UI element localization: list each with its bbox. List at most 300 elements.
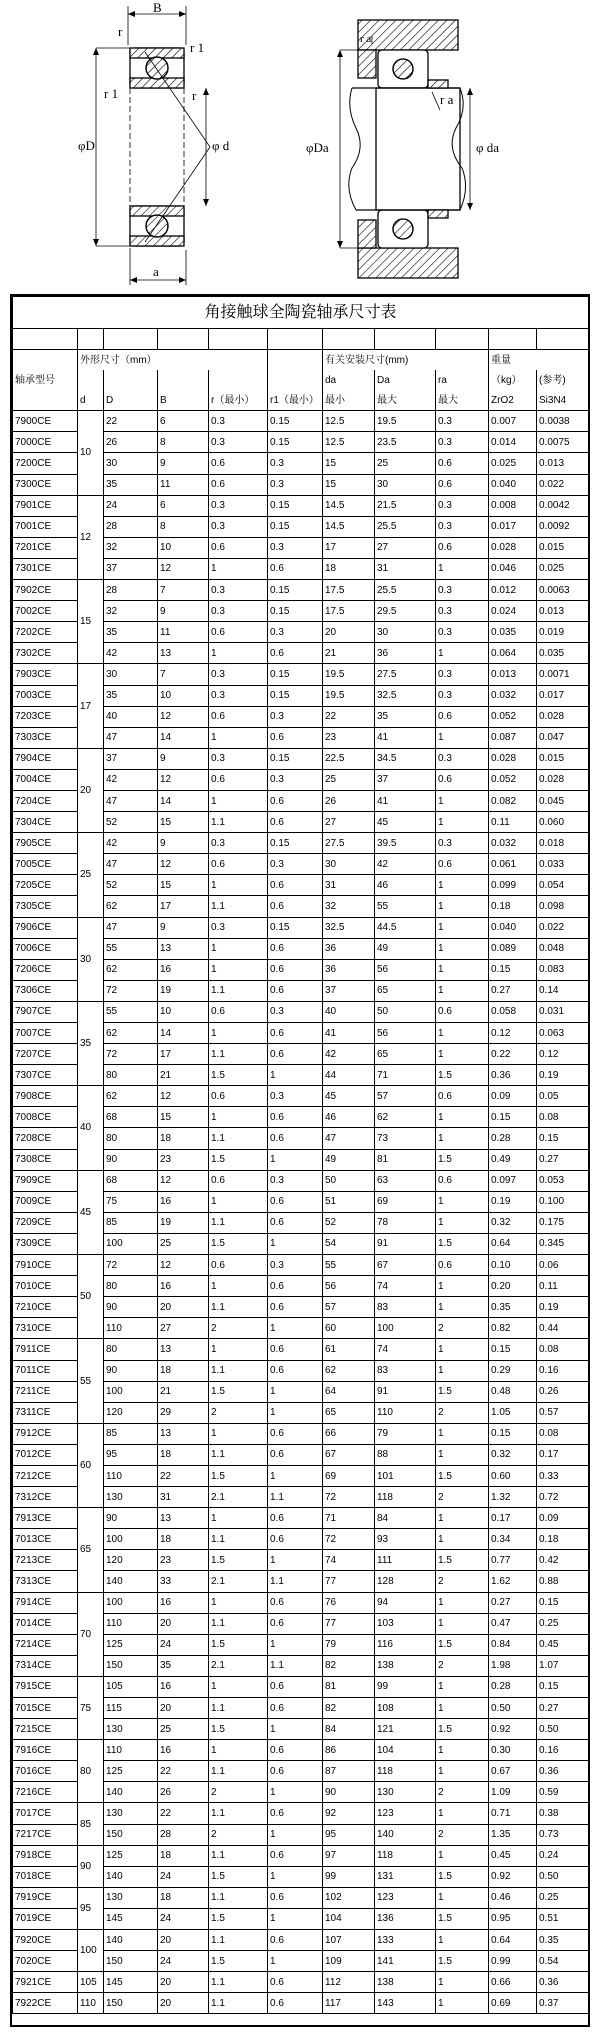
cell-Da: 41 [375,727,436,748]
cell-model: 7904CE [13,748,78,769]
cell-da: 31 [323,875,375,896]
cell-da: 30 [323,854,375,875]
cell-D: 72 [104,980,158,1001]
cell-Da: 32.5 [375,685,436,706]
cell-D: 42 [104,833,158,854]
cell-r1: 0.15 [268,748,323,769]
cell-B: 35 [158,1655,209,1676]
cell-D: 115 [104,1698,158,1719]
cell-ra: 0.6 [436,706,489,727]
cell-zro2: 0.69 [489,1993,537,2014]
cell-B: 18 [158,1360,209,1381]
cell-r1: 0.6 [268,812,323,833]
cell-model: 7006CE [13,938,78,959]
cell-da: 82 [323,1698,375,1719]
cell-D: 75 [104,1191,158,1212]
label-a: a [153,264,159,279]
cell-r: 1.1 [209,1529,268,1550]
cell-model: 7915CE [13,1676,78,1697]
header-outer-dims: 外形尺寸（mm） [78,350,209,371]
cell-model: 7002CE [13,601,78,622]
cell-r1: 0.3 [268,1255,323,1276]
cell-Da: 21.5 [375,495,436,516]
cell-D: 150 [104,1951,158,1972]
cell-zro2: 0.67 [489,1761,537,1782]
cell-model: 7202CE [13,622,78,643]
cell-B: 10 [158,537,209,558]
cell-da: 14.5 [323,495,375,516]
cell-D: 110 [104,1465,158,1486]
cell-Da: 91 [375,1233,436,1254]
cell-r: 2.1 [209,1655,268,1676]
cell-ra: 0.6 [436,1170,489,1191]
cell-zro2: 1.09 [489,1782,537,1803]
cell-da: 72 [323,1529,375,1550]
cell-da: 19.5 [323,664,375,685]
cell-Da: 67 [375,1255,436,1276]
table-row [13,1803,589,1824]
cell-zro2: 0.040 [489,474,537,495]
cell-D: 130 [104,1803,158,1824]
cell-model: 7303CE [13,727,78,748]
cell-r: 0.6 [209,854,268,875]
cell-model: 7209CE [13,1212,78,1233]
cell-Da: 103 [375,1613,436,1634]
cell-B: 19 [158,980,209,1001]
cell-zro2: 0.15 [489,959,537,980]
cell-Da: 138 [375,1972,436,1993]
label-phi-d: φ d [212,138,230,153]
cell-r1: 0.6 [268,1212,323,1233]
cell-r1: 0.6 [268,1676,323,1697]
cell-B: 10 [158,685,209,706]
cell-B: 18 [158,1529,209,1550]
cell-model: 7302CE [13,643,78,664]
cell-r: 1.5 [209,1634,268,1655]
cell-model: 7902CE [13,580,78,601]
cell-zro2: 0.64 [489,1930,537,1951]
cell-r: 1 [209,1023,268,1044]
cell-r: 0.3 [209,664,268,685]
cell-D: 130 [104,1719,158,1740]
cell-zro2: 0.15 [489,1339,537,1360]
cell-zro2: 0.92 [489,1719,537,1740]
cell-Da: 44.5 [375,917,436,938]
cell-da: 37 [323,980,375,1001]
cell-D: 35 [104,622,158,643]
cell-ra: 1 [436,1740,489,1761]
cell-ra: 0.6 [436,537,489,558]
cell-r: 1.1 [209,812,268,833]
cell-r: 1.1 [209,980,268,1001]
cell-r1: 0.6 [268,1339,323,1360]
cell-D: 105 [104,1676,158,1697]
cell-D: 125 [104,1634,158,1655]
cell-ra: 1.5 [436,1866,489,1887]
bearing-dimension-table-frame [10,294,590,2027]
cell-B: 20 [158,1297,209,1318]
cell-da: 20 [323,622,375,643]
cell-r1: 0.6 [268,1613,323,1634]
cell-r: 1 [209,1107,268,1128]
cell-da: 86 [323,1740,375,1761]
cell-B: 15 [158,812,209,833]
cell-ra: 1 [436,1529,489,1550]
cell-da: 82 [323,1655,375,1676]
cell-Da: 130 [375,1782,436,1803]
cell-si3n4: 0.018 [537,833,589,854]
cell-si3n4: 0.345 [537,1233,589,1254]
table-row [13,1423,589,1444]
cell-ra: 1 [436,727,489,748]
cell-r: 0.3 [209,516,268,537]
cell-da: 77 [323,1613,375,1634]
cell-da: 61 [323,1339,375,1360]
cell-B: 9 [158,453,209,474]
header-B: B [158,390,209,411]
cell-B: 15 [158,875,209,896]
cell-si3n4: 0.100 [537,1191,589,1212]
cell-ra: 1 [436,1339,489,1360]
cell-zro2: 0.28 [489,1128,537,1149]
cell-r1: 1 [268,1951,323,1972]
cell-ra: 1 [436,917,489,938]
cell-ra: 2 [436,1487,489,1508]
cell-B: 19 [158,1212,209,1233]
cell-zro2: 0.082 [489,790,537,811]
cell-Da: 128 [375,1571,436,1592]
cell-model: 7214CE [13,1634,78,1655]
cell-zro2: 0.46 [489,1887,537,1908]
cell-D: 110 [104,1318,158,1339]
cell-zro2: 0.046 [489,558,537,579]
cell-Da: 69 [375,1191,436,1212]
cell-Da: 94 [375,1592,436,1613]
cell-zro2: 0.32 [489,1444,537,1465]
cell-r1: 0.6 [268,875,323,896]
cell-zro2: 0.052 [489,706,537,727]
cell-ra: 0.3 [436,432,489,453]
cell-model: 7020CE [13,1951,78,1972]
cell-r: 1.1 [209,1993,268,2014]
cell-Da: 50 [375,1001,436,1022]
cell-model: 7918CE [13,1845,78,1866]
cell-r: 1 [209,1740,268,1761]
cell-D: 140 [104,1782,158,1803]
cell-zro2: 0.09 [489,1086,537,1107]
cell-D: 37 [104,748,158,769]
cell-ra: 1 [436,1360,489,1381]
cell-r: 1 [209,1276,268,1297]
cell-zro2: 0.17 [489,1508,537,1529]
cell-ra: 1 [436,896,489,917]
cell-B: 13 [158,1508,209,1529]
cell-B: 22 [158,1465,209,1486]
header-Da-max: 最大 [375,390,436,411]
label-r-top: r [118,24,123,39]
cell-zro2: 0.024 [489,601,537,622]
cell-B: 24 [158,1951,209,1972]
cell-model: 7015CE [13,1698,78,1719]
cell-si3n4: 0.45 [537,1634,589,1655]
cell-si3n4: 0.0071 [537,664,589,685]
cell-zro2: 0.032 [489,685,537,706]
cell-zro2: 0.71 [489,1803,537,1824]
cell-B: 26 [158,1782,209,1803]
cell-D: 32 [104,601,158,622]
cell-si3n4: 0.028 [537,706,589,727]
cell-r1: 1.1 [268,1487,323,1508]
cell-r: 1 [209,1508,268,1529]
cell-r: 1.1 [209,1444,268,1465]
cell-zro2: 0.34 [489,1529,537,1550]
cell-da: 55 [323,1255,375,1276]
cell-r: 1.1 [209,1761,268,1782]
cell-d: 70 [78,1592,104,1676]
cell-da: 44 [323,1065,375,1086]
cell-r: 1.1 [209,896,268,917]
cell-ra: 1 [436,938,489,959]
cell-si3n4: 0.27 [537,1698,589,1719]
cell-r: 1.5 [209,1866,268,1887]
cell-B: 7 [158,664,209,685]
cell-si3n4: 0.048 [537,938,589,959]
cell-r: 0.3 [209,411,268,432]
cell-Da: 62 [375,1107,436,1128]
cell-si3n4: 1.07 [537,1655,589,1676]
cell-zro2: 0.058 [489,1001,537,1022]
cell-model: 7018CE [13,1866,78,1887]
cell-r1: 0.6 [268,1276,323,1297]
cell-Da: 78 [375,1212,436,1233]
cell-model: 7307CE [13,1065,78,1086]
cell-r: 1.1 [209,1887,268,1908]
cell-da: 66 [323,1423,375,1444]
cell-ra: 1.5 [436,1233,489,1254]
cell-model: 7910CE [13,1255,78,1276]
cell-B: 25 [158,1233,209,1254]
cell-zro2: 0.28 [489,1676,537,1697]
cell-d: 10 [78,411,104,495]
cell-Da: 123 [375,1803,436,1824]
cell-ra: 1 [436,1698,489,1719]
cell-B: 12 [158,854,209,875]
cell-ra: 0.3 [436,580,489,601]
cell-si3n4: 0.031 [537,1001,589,1022]
cell-r: 1.1 [209,1212,268,1233]
table-row [13,580,589,601]
cell-model: 7301CE [13,558,78,579]
cell-da: 117 [323,1993,375,2014]
cell-r: 0.6 [209,622,268,643]
cell-r1: 0.6 [268,558,323,579]
cell-model: 7009CE [13,1191,78,1212]
cell-D: 72 [104,1255,158,1276]
cell-Da: 81 [375,1149,436,1170]
cell-d: 75 [78,1676,104,1739]
cell-r: 0.3 [209,685,268,706]
cell-d: 12 [78,495,104,579]
cell-B: 11 [158,474,209,495]
cell-r: 1.5 [209,1951,268,1972]
cell-D: 35 [104,474,158,495]
cell-ra: 1 [436,980,489,1001]
cell-model: 7305CE [13,896,78,917]
table-row [13,411,589,432]
cell-Da: 141 [375,1951,436,1972]
cell-model: 7916CE [13,1740,78,1761]
cell-ra: 1 [436,1423,489,1444]
cell-zro2: 0.64 [489,1233,537,1254]
cell-model: 7205CE [13,875,78,896]
cell-D: 42 [104,643,158,664]
cell-Da: 73 [375,1128,436,1149]
cell-model: 7204CE [13,790,78,811]
cell-B: 22 [158,1803,209,1824]
cell-model: 7306CE [13,980,78,1001]
cell-r: 1.5 [209,1908,268,1929]
cell-d: 35 [78,1001,104,1085]
cell-da: 71 [323,1508,375,1529]
cell-ra: 0.3 [436,411,489,432]
cell-Da: 45 [375,812,436,833]
cell-ra: 1 [436,1107,489,1128]
cell-Da: 27 [375,537,436,558]
cell-model: 7012CE [13,1444,78,1465]
cell-r: 0.3 [209,748,268,769]
cell-r: 1.1 [209,1845,268,1866]
cell-ra: 2 [436,1824,489,1845]
cell-r1: 0.15 [268,516,323,537]
cell-D: 47 [104,854,158,875]
cell-da: 109 [323,1951,375,1972]
cell-Da: 57 [375,1086,436,1107]
cell-model: 7017CE [13,1803,78,1824]
cell-r1: 0.6 [268,959,323,980]
cell-Da: 108 [375,1698,436,1719]
cell-model: 7005CE [13,854,78,875]
cell-B: 18 [158,1444,209,1465]
cell-Da: 55 [375,896,436,917]
cell-d: 15 [78,580,104,664]
cell-da: 92 [323,1803,375,1824]
cell-zro2: 0.064 [489,643,537,664]
cell-da: 47 [323,1128,375,1149]
cell-D: 95 [104,1444,158,1465]
cell-ra: 1 [436,643,489,664]
header-weight: 重量 [489,350,589,371]
cell-zro2: 0.92 [489,1866,537,1887]
cell-r: 0.3 [209,432,268,453]
cell-D: 90 [104,1508,158,1529]
cell-da: 36 [323,938,375,959]
cell-si3n4: 0.15 [537,1128,589,1149]
cell-zro2: 0.008 [489,495,537,516]
cell-zro2: 0.45 [489,1845,537,1866]
cell-r1: 1 [268,1233,323,1254]
cell-r: 1 [209,959,268,980]
cell-r1: 1 [268,1318,323,1339]
cell-si3n4: 0.025 [537,558,589,579]
cell-ra: 0.6 [436,1086,489,1107]
cell-B: 14 [158,727,209,748]
cell-zro2: 1.35 [489,1824,537,1845]
cell-r1: 0.6 [268,1930,323,1951]
cell-Da: 63 [375,1170,436,1191]
cell-d: 110 [78,1993,104,2014]
cell-si3n4: 0.50 [537,1719,589,1740]
cell-ra: 0.3 [436,685,489,706]
cell-da: 49 [323,1149,375,1170]
cell-r: 1.5 [209,1465,268,1486]
cell-zro2: 0.028 [489,748,537,769]
cell-D: 28 [104,580,158,601]
cell-B: 17 [158,1044,209,1065]
cell-da: 99 [323,1866,375,1887]
cell-Da: 56 [375,1023,436,1044]
cell-r: 1 [209,558,268,579]
cell-zro2: 0.052 [489,769,537,790]
cell-D: 90 [104,1297,158,1318]
cell-model: 7911CE [13,1339,78,1360]
bearing-dimension-table [12,296,589,2014]
cell-da: 14.5 [323,516,375,537]
cell-si3n4: 0.022 [537,474,589,495]
cell-r1: 0.15 [268,917,323,938]
cell-d: 90 [78,1845,104,1887]
cell-B: 13 [158,938,209,959]
cell-zro2: 0.19 [489,1191,537,1212]
cell-r1: 1 [268,1824,323,1845]
cell-D: 100 [104,1381,158,1402]
cell-B: 12 [158,1170,209,1191]
cell-model: 7210CE [13,1297,78,1318]
label-r1-side: r 1 [104,86,119,101]
cell-B: 14 [158,1023,209,1044]
cell-r: 0.3 [209,833,268,854]
cell-ra: 1 [436,1508,489,1529]
cell-ra: 0.6 [436,1001,489,1022]
cell-r: 1.5 [209,1550,268,1571]
cell-zro2: 0.66 [489,1972,537,1993]
cell-d: 50 [78,1255,104,1339]
cell-Da: 25.5 [375,516,436,537]
label-r-side: r [192,88,197,103]
cell-ra: 1 [436,1444,489,1465]
cell-r: 1.1 [209,1972,268,1993]
cell-si3n4: 0.083 [537,959,589,980]
cell-D: 150 [104,1824,158,1845]
cell-da: 21 [323,643,375,664]
cell-r: 2 [209,1402,268,1423]
cell-r: 1 [209,1676,268,1697]
cell-ra: 1.5 [436,1634,489,1655]
cell-r1: 0.6 [268,1044,323,1065]
cell-D: 140 [104,1571,158,1592]
cell-si3n4: 0.022 [537,917,589,938]
cell-Da: 42 [375,854,436,875]
cell-si3n4: 0.028 [537,769,589,790]
cell-D: 145 [104,1908,158,1929]
cell-si3n4: 0.0042 [537,495,589,516]
cell-D: 22 [104,411,158,432]
cell-D: 68 [104,1107,158,1128]
cell-d: 80 [78,1740,104,1803]
cell-D: 30 [104,664,158,685]
table-row [13,1086,589,1107]
cell-r: 1 [209,938,268,959]
header-r1-min: r1（最小） [268,390,323,411]
